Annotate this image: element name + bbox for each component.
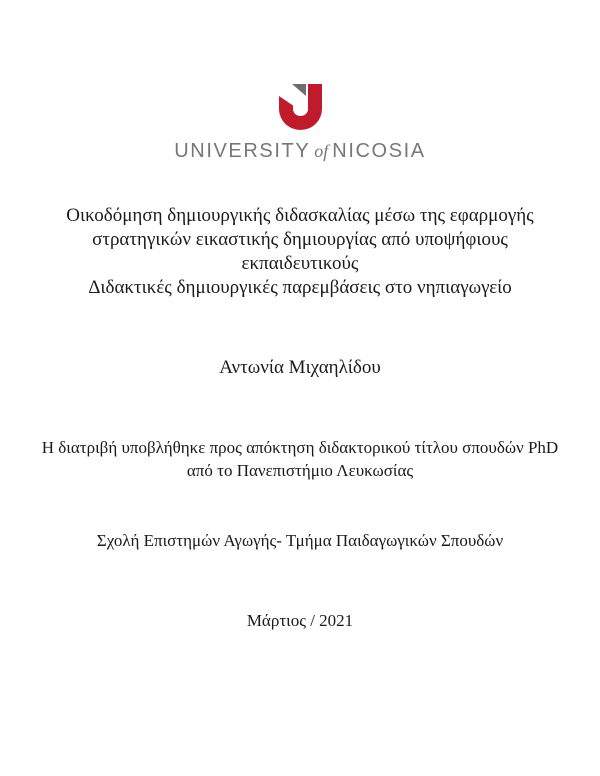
wordmark-university: UNIVERSITY [174,140,311,162]
author-name: Αντωνία Μιχαηλίδου [219,357,381,378]
thesis-subtitle: Διδακτικές δημιουργικές παρεμβάσεις στο νηπιαγωγείο [88,277,512,298]
school-department: Σχολή Επιστημών Αγωγής- Τμήμα Παιδαγωγικών Σπουδών [96,531,504,550]
title-line-1: Οικοδόμηση δημιουργικής διδασκαλίας μέσω της εφαρμογής [66,205,534,226]
wordmark-nicosia: NICOSIA [332,140,426,162]
university-logo [0,84,600,163]
title-line-2: στρατηγικών εικαστικής δημιουργίας από υποψήφιους [92,229,508,250]
submission-statement [20,436,580,482]
thesis-title [30,204,570,300]
wordmark-of: of [314,141,329,161]
submission-date: Μάρτιος / 2021 [246,611,354,630]
university-logo-icon [279,84,322,130]
title-line-3: εκπαιδευτικούς [241,253,359,274]
submission-line-2: από το Πανεπιστήμιο Λευκωσίας [186,461,414,480]
university-wordmark [0,139,600,163]
submission-line-1: Η διατριβή υποβλήθηκε προς απόκτηση διδακτορικού τίτλου σπουδών PhD [41,438,559,457]
